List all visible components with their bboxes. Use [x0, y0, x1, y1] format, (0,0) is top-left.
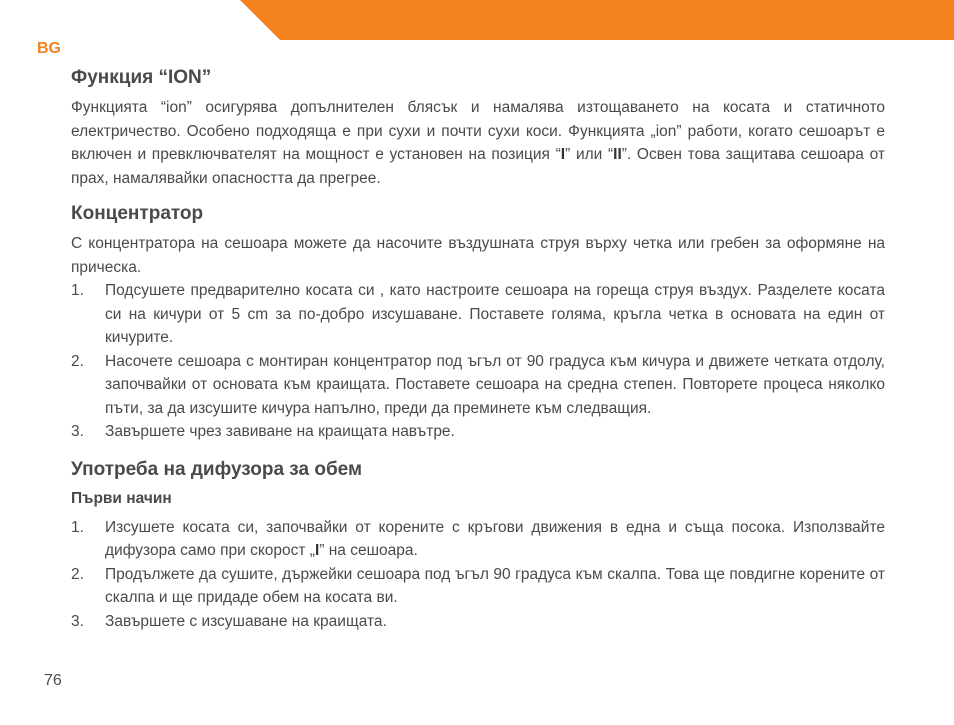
page-number: 76 — [44, 672, 62, 689]
concentrator-steps — [71, 279, 885, 444]
list-item — [71, 563, 885, 610]
section-title-ion: Функция “ION” — [71, 67, 212, 88]
header-orange-band — [240, 0, 954, 40]
subsection-title-first-method: Първи начин — [71, 489, 172, 507]
list-number: 1. — [71, 282, 84, 299]
ion-text-1: Функцията “ion” осигурява допълнителен блясък и намалява изтощаването на косата и статичното електричество. Особено подходяща е при сухи и почти сухи коси. Функцията „ion” работи, когато сешоарът е включен и превключвателят на мощност е установен на позиция “ — [71, 99, 885, 163]
list-text: Насочете сешоара с монтиран концентратор под ъгъл от 90 градуса към кичура и движете четката отдолу, започвайки от основата към краищата. Поставете сешоара на средна степен. Повторете процеса няколко пъти, за да изсушите кичура напълно, преди да преминете към следващия. — [105, 352, 885, 417]
list-item — [71, 610, 885, 634]
list-text: Продължете да сушите, държейки сешоара под ъгъл 90 градуса към скалпа. Това ще повдигне корените от скалпа и ще придаде обем на косата ви. — [105, 565, 885, 606]
speed-setting: I — [314, 542, 320, 559]
language-code: BG — [37, 40, 61, 57]
ion-text-2: ” или “ — [565, 146, 614, 163]
list-number: 2. — [71, 352, 84, 370]
list-number: 2. — [71, 565, 84, 583]
page-content — [71, 66, 885, 647]
list-item — [71, 516, 885, 563]
diffuser-steps — [71, 516, 885, 634]
list-item — [71, 279, 885, 350]
list-number: 3. — [71, 423, 84, 440]
list-text: Завършете чрез завиване на краищата навътре. — [105, 423, 455, 440]
section-title-concentrator: Концентратор — [71, 203, 204, 224]
concentrator-intro: С концентратора на сешоара можете да насочите въздушната струя върху четка или гребен за оформяне на прическа. — [71, 235, 885, 276]
ion-setting-2: II — [613, 146, 622, 163]
list-text: ” на сешоара. — [319, 542, 418, 559]
ion-text-3: ”. Освен това защитава сешоара от прах, намалявайки опасността да прегрее. — [71, 146, 885, 187]
list-number: 1. — [71, 518, 84, 536]
list-text: Завършете с изсушаване на краищата. — [105, 612, 387, 630]
ion-setting-1: I — [560, 146, 566, 163]
list-item — [71, 420, 885, 444]
section-title-diffuser: Употреба на дифузора за обем — [71, 458, 363, 480]
list-text: Подсушете предварително косата си , като настроите сешоара на гореща струя въздух. Разделете косата си на кичури от 5 cm за по-добро изсушаване. Поставете голяма, кръгла четка в основата на един от кичурите. — [105, 282, 885, 346]
ion-paragraph — [71, 96, 885, 190]
list-item — [71, 350, 885, 421]
list-text: Изсушете косата си, започвайки от корените с кръгови движения в една и съща посока. Използвайте дифузора само при скорост „ — [105, 518, 885, 559]
list-number: 3. — [71, 612, 84, 630]
